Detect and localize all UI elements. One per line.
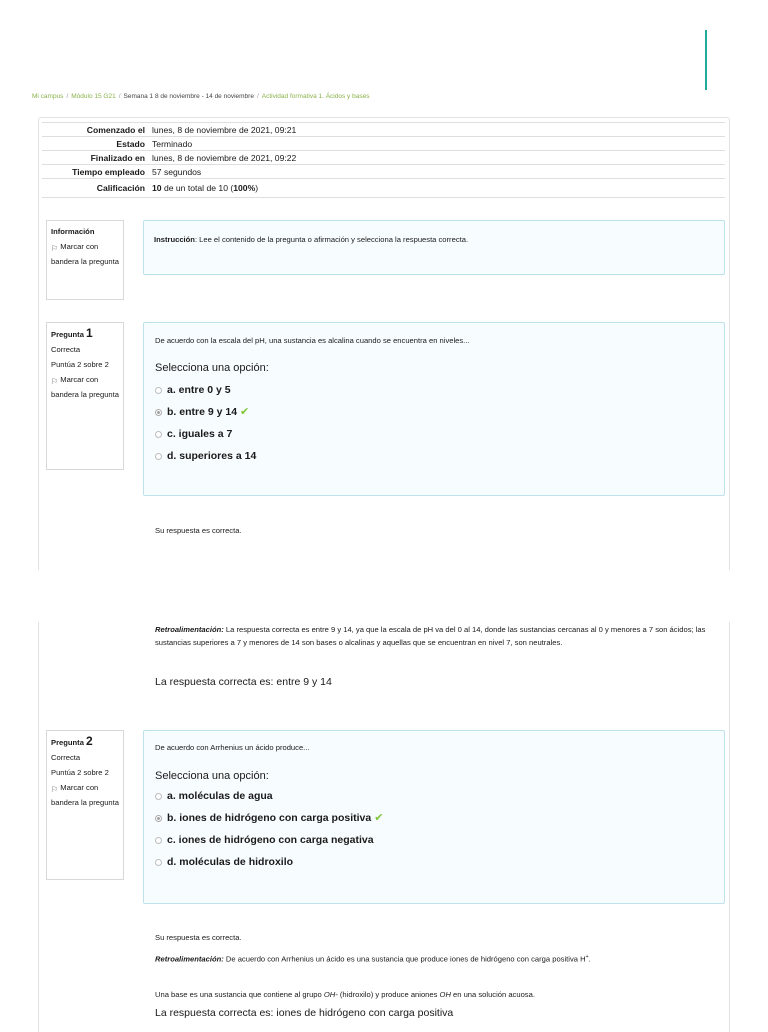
answer-option[interactable]: a. moléculas de agua	[155, 785, 713, 807]
summary-row	[42, 151, 725, 165]
summary-key: Tiempo empleado	[42, 165, 149, 179]
feedback-correct: Su respuesta es correcta.	[155, 526, 242, 535]
question-number: 2	[86, 734, 93, 748]
feedback-base: Una base es una sustancia que contiene al grupo OH- (hidroxilo) y produce aniones OH en una solución acuosa.	[155, 990, 535, 999]
answer-prompt: Selecciona una opción:	[155, 770, 269, 782]
answer-option[interactable]: c. iguales a 7	[155, 423, 713, 445]
flag-question-toggle[interactable]: ⚐ Marcar con bandera la pregunta	[51, 375, 119, 399]
summary-value: 57 segundos	[149, 165, 725, 179]
info-title: Información	[51, 227, 95, 236]
feedback-correct: Su respuesta es correcta.	[155, 933, 242, 942]
flag-icon: ⚐	[51, 377, 59, 386]
summary-value: Terminado	[149, 137, 725, 151]
header-divider	[705, 30, 707, 90]
question-text: De acuerdo con Arrhenius un ácido produce...	[155, 743, 310, 752]
flag-question-toggle[interactable]: ⚐ Marcar con bandera la pregunta	[51, 242, 119, 266]
question-1-sidebar	[46, 322, 124, 470]
question-score: Puntúa 2 sobre 2	[51, 768, 109, 777]
radio-button-selected[interactable]	[155, 815, 162, 822]
summary-value: lunes, 8 de noviembre de 2021, 09:21	[149, 123, 725, 137]
radio-button[interactable]	[155, 793, 162, 800]
summary-key: Comenzado el	[42, 123, 149, 137]
answer-option[interactable]: d. moléculas de hidroxilo	[155, 851, 713, 873]
answer-prompt: Selecciona una opción:	[155, 362, 269, 374]
radio-button[interactable]	[155, 387, 162, 394]
instruction-box: Instrucción: Lee el contenido de la pregunta o afirmación y selecciona la respuesta correcta.	[143, 220, 725, 275]
right-answer: La respuesta correcta es: iones de hidrógeno con carga positiva	[155, 1007, 454, 1019]
flag-icon: ⚐	[51, 785, 59, 794]
breadcrumb-item-semana[interactable]: Semana 1 8 de noviembre - 14 de noviembre	[123, 93, 254, 100]
checkmark-icon: ✔	[240, 406, 250, 418]
feedback-retro: Retroalimentación: De acuerdo con Arrhenius un ácido es una sustancia que produce iones de hidrógeno con carga positiva H+.	[155, 954, 591, 964]
answer-option[interactable]: a. entre 0 y 5	[155, 379, 713, 401]
breadcrumb-item-modulo[interactable]: Módulo 15 G21	[71, 93, 116, 100]
question-label: Pregunta	[51, 330, 84, 339]
answer-option-selected[interactable]: b. iones de hidrógeno con carga positiva ✔	[155, 807, 713, 829]
right-answer: La respuesta correcta es: entre 9 y 14	[155, 676, 332, 688]
question-status: Correcta	[51, 753, 81, 762]
feedback-retro: Retroalimentación: La respuesta correcta es entre 9 y 14, ya que la escala de pH va del 0 al 14, donde las sustancias cercanas al 0 y menores a 7 son ácidos; las sustancias superiores a 7 y menores de 14 son bases o alcalinas y aquellas que se encuentran en nivel 7, son neutrales.	[155, 625, 706, 647]
summary-row	[42, 165, 725, 179]
question-number: 1	[86, 326, 93, 340]
question-2-box	[143, 730, 725, 904]
breadcrumb: Mi campus / Módulo 15 G21 / Semana 1 8 de noviembre - 14 de noviembre / Actividad formativa 1. Ácidos y bases	[32, 93, 370, 100]
page-break	[0, 570, 768, 622]
summary-value: 10 de un total de 10 (100%)	[149, 179, 725, 198]
question-label: Pregunta	[51, 738, 84, 747]
summary-row	[42, 137, 725, 151]
question-text: De acuerdo con la escala del pH, una sustancia es alcalina cuando se encuentra en niveles...	[155, 336, 470, 345]
summary-key: Calificación	[42, 179, 149, 198]
summary-value: lunes, 8 de noviembre de 2021, 09:22	[149, 151, 725, 165]
checkmark-icon: ✔	[374, 812, 384, 824]
radio-button[interactable]	[155, 859, 162, 866]
flag-icon: ⚐	[51, 244, 59, 253]
summary-row	[42, 123, 725, 137]
summary-row	[42, 179, 725, 198]
question-2-sidebar	[46, 730, 124, 880]
answer-option-selected[interactable]: b. entre 9 y 14 ✔	[155, 401, 713, 423]
answer-option[interactable]: d. superiores a 14	[155, 445, 713, 467]
summary-key: Finalizado en	[42, 151, 149, 165]
question-1-box	[143, 322, 725, 496]
flag-question-toggle[interactable]: ⚐ Marcar con bandera la pregunta	[51, 783, 119, 807]
question-status: Correcta	[51, 345, 81, 354]
breadcrumb-item-actividad[interactable]: Actividad formativa 1. Ácidos y bases	[261, 93, 370, 100]
radio-button[interactable]	[155, 431, 162, 438]
radio-button-selected[interactable]	[155, 409, 162, 416]
summary-key: Estado	[42, 137, 149, 151]
breadcrumb-item-mi-campus[interactable]: Mi campus	[32, 93, 64, 100]
question-score: Puntúa 2 sobre 2	[51, 360, 109, 369]
radio-button[interactable]	[155, 453, 162, 460]
radio-button[interactable]	[155, 837, 162, 844]
answer-option[interactable]: c. iones de hidrógeno con carga negativa	[155, 829, 713, 851]
attempt-summary-table	[42, 122, 725, 198]
info-sidebar	[46, 220, 124, 300]
